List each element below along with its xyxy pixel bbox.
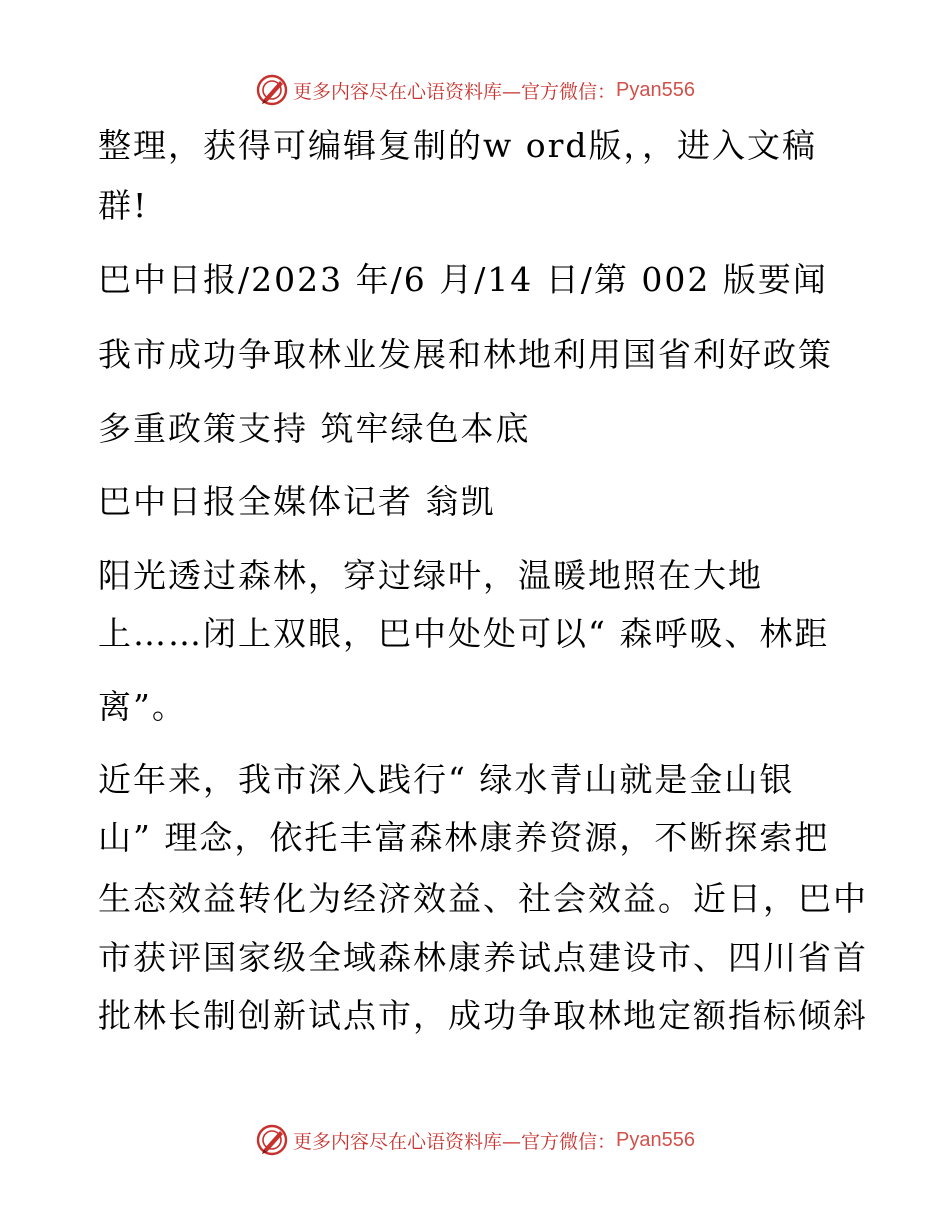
- banner-wechat-id: Pyan556: [616, 78, 695, 101]
- body-line: 近年来，我市深入践行“ 绿水青山就是金山银: [98, 760, 795, 799]
- banner-text: 更多内容尽在心语资料库—官方微信：: [293, 1130, 617, 1153]
- body-line: 生态效益转化为经济效益、社会效益。近日，巴中: [98, 879, 868, 918]
- footer-banner: [0, 1120, 950, 1160]
- body-line: 多重政策支持 筑牢绿色本底: [98, 409, 531, 448]
- header-banner: [0, 70, 950, 110]
- body-line: 山” 理念，依托丰富森林康养资源，不断探索把: [98, 818, 830, 857]
- body-line: 巴中日报/2023 年/6 月/14 日/第 002 版要闻: [98, 260, 828, 299]
- banner-wechat-id: Pyan556: [616, 1128, 695, 1151]
- banner-text: 更多内容尽在心语资料库—官方微信：: [293, 80, 617, 103]
- body-line: 阳光透过森林，穿过绿叶，温暖地照在大地: [98, 556, 763, 595]
- body-line: 批林长制创新试点市，成功争取林地定额指标倾斜: [98, 996, 868, 1035]
- body-line: 我市成功争取林业发展和林地利用国省利好政策: [98, 335, 833, 374]
- body-line: 离”。: [98, 687, 187, 726]
- body-line: 上……闭上双眼，巴中处处可以“ 森呼吸、林距: [98, 614, 830, 653]
- body-line: 市获评国家级全域森林康养试点建设市、四川省首: [98, 938, 868, 977]
- pen-circle-logo-icon: [255, 1123, 289, 1157]
- pen-circle-logo-icon: [255, 73, 289, 107]
- body-line: 巴中日报全媒体记者 翁凯: [98, 482, 496, 521]
- body-line: 群!: [98, 186, 149, 225]
- body-line: 整理，获得可编辑复制的w ord版，，进入文稿: [98, 126, 818, 165]
